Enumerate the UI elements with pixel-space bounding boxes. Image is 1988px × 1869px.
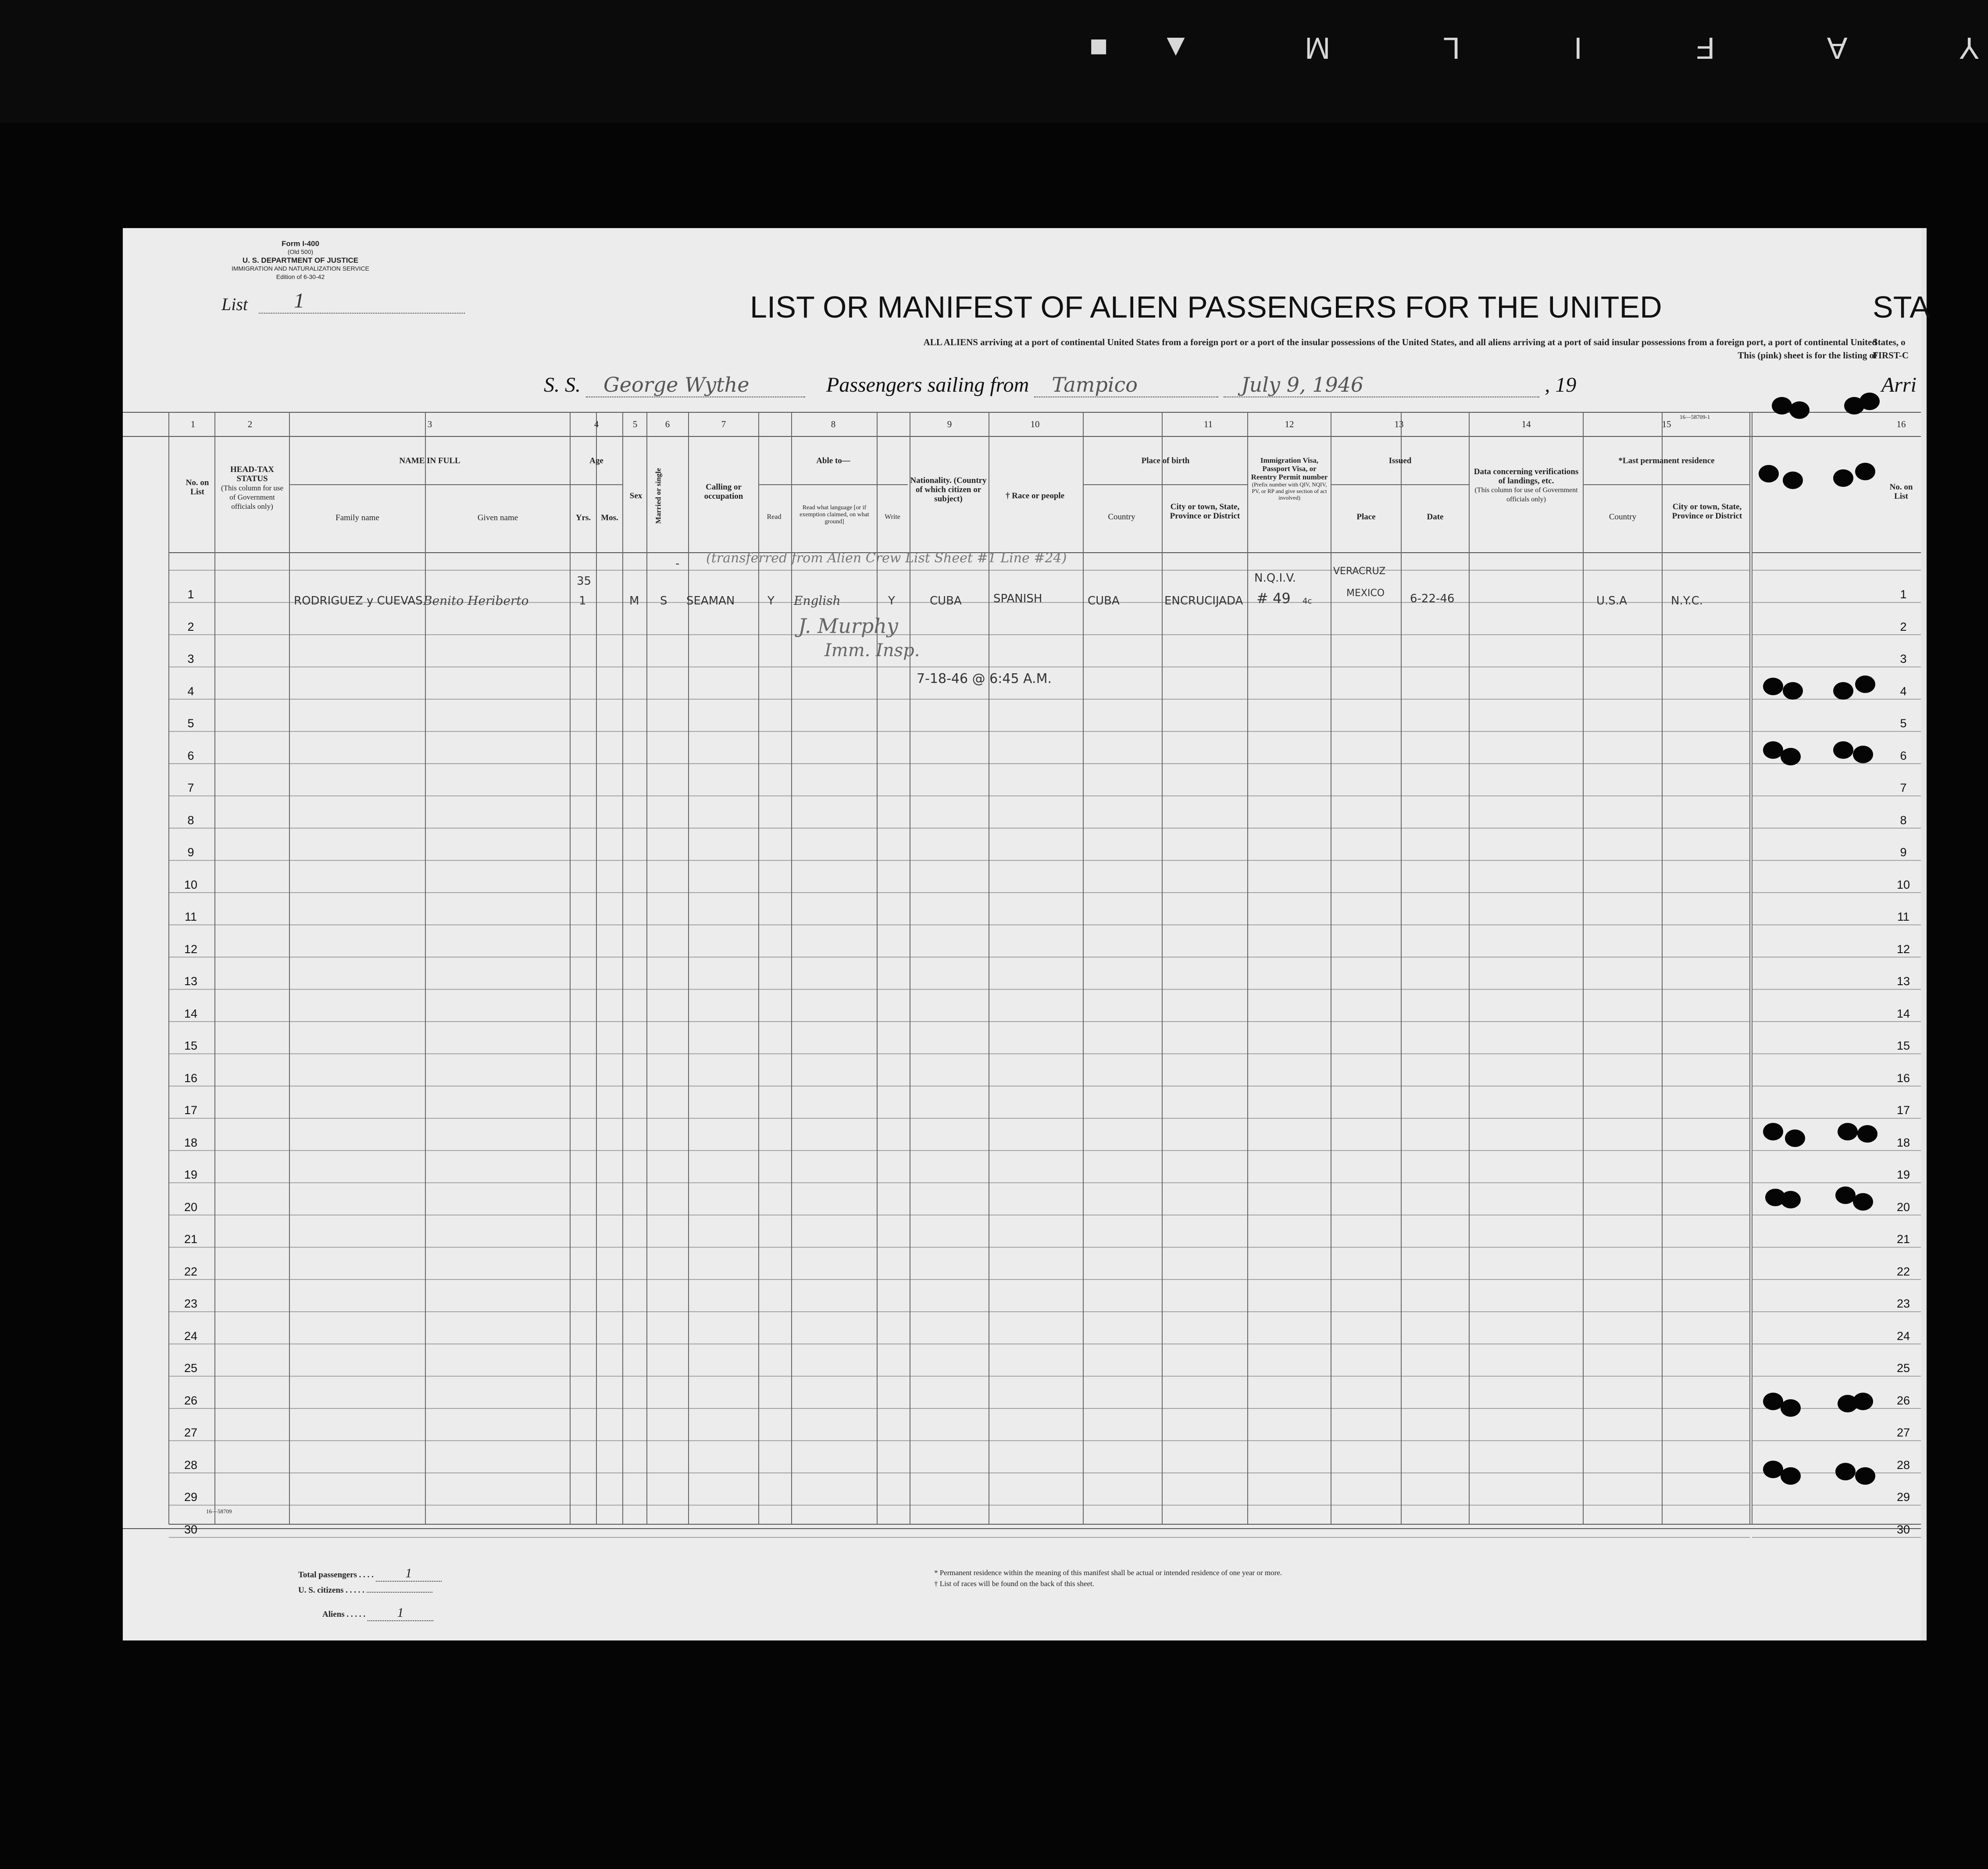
row-number-right: 16	[1896, 1071, 1910, 1085]
column-number: 8	[831, 419, 836, 429]
row-number-right: 7	[1900, 781, 1907, 794]
edition: Edition of 6-30-42	[276, 273, 325, 280]
row-number-right: 20	[1896, 1200, 1910, 1214]
column-number: 14	[1521, 419, 1531, 429]
punch-hole	[1855, 463, 1875, 480]
row-number-right: 27	[1896, 1426, 1910, 1439]
row-number-right: 1	[1900, 588, 1907, 601]
row-number: 16	[184, 1071, 198, 1085]
row-number: 9	[187, 846, 194, 859]
entry-visa-number: # 49	[1256, 590, 1291, 607]
row-number: 1	[187, 588, 194, 601]
row-number: 8	[187, 813, 194, 827]
header-given-name: Given name	[477, 513, 518, 522]
header-birth-city: City or town, State, Province or District	[1170, 502, 1240, 521]
row-number: 5	[187, 717, 194, 730]
header-sex: Sex	[629, 491, 642, 500]
row-number-right: 14	[1896, 1007, 1910, 1020]
row-number: 20	[184, 1200, 198, 1214]
punch-hole	[1789, 401, 1810, 419]
row-number: 15	[184, 1039, 198, 1052]
row-number-right: 22	[1896, 1265, 1910, 1278]
row-number: 18	[184, 1136, 198, 1149]
entry-issued-place-city: VERACRUZ	[1333, 566, 1386, 577]
row-number-right: 25	[1896, 1362, 1910, 1375]
adjacent-subtitle: States, o FIRST-C	[1873, 337, 1909, 361]
row-number-right: 2	[1900, 620, 1907, 633]
row-number-right: 10	[1896, 878, 1910, 891]
header-birth-country: Country	[1108, 512, 1135, 522]
header-head-tax: HEAD-TAX STATUS (This column for use of Government officials only)	[221, 465, 284, 511]
row-number-right: 6	[1900, 749, 1907, 762]
entry-sex: M	[629, 594, 639, 608]
punch-hole	[1857, 1125, 1877, 1143]
punch-hole	[1781, 1191, 1801, 1208]
row-number-right: 26	[1896, 1394, 1910, 1407]
entry-residence-country: U.S.A	[1596, 594, 1627, 608]
footnote-residence: * Permanent residence within the meaning of this manifest shall be actual or intended residence of one year or more.	[934, 1569, 1282, 1577]
punch-hole	[1855, 675, 1875, 693]
row-number: 3	[187, 652, 194, 665]
punch-hole	[1855, 1467, 1875, 1485]
entry-given-name: Benito Heriberto	[423, 593, 529, 608]
inspection-stamp-date: 7-18-46 @ 6:45 A.M.	[917, 671, 1052, 686]
row-number: 12	[184, 942, 198, 956]
entry-visa-type: N.Q.I.V.	[1254, 572, 1296, 585]
entry-issued-date: 6-22-46	[1410, 592, 1455, 605]
sailing-date: July 9, 1946	[1224, 373, 1539, 397]
manifest-grid	[123, 228, 1921, 1640]
adjacent-arriving: Arri	[1881, 373, 1917, 397]
punch-hole	[1833, 741, 1853, 759]
header-married: Married or single	[654, 468, 663, 524]
column-number: 9	[947, 419, 952, 429]
header-read-language: Read what language [or if exemption claimed, on what ground]	[799, 504, 869, 525]
entry-read-language: English	[794, 593, 841, 608]
punch-hole	[1838, 1123, 1858, 1140]
row-number: 26	[184, 1394, 198, 1407]
row-number-right: 12	[1896, 942, 1910, 956]
column-number: 12	[1285, 419, 1294, 429]
column-number: 7	[721, 419, 726, 429]
row-number-right: 5	[1900, 717, 1907, 730]
punch-hole	[1853, 746, 1873, 763]
row-number-right: 13	[1896, 975, 1910, 988]
footnote-races: † List of races will be found on the back of this sheet.	[934, 1580, 1094, 1588]
entry-nationality: CUBA	[930, 594, 962, 608]
row-number-right: 28	[1896, 1458, 1910, 1472]
header-residence-country: Country	[1609, 512, 1637, 522]
manifest-subtitle: ALL ALIENS arriving at a port of continental United States from a foreign port or a port of the insular possessions of the United States, and all aliens arriving at a port of said insular possessions from a foreign port, a port of continental United This (pink) sheet is for the listing of	[923, 337, 1877, 361]
row-number-right: 29	[1896, 1490, 1910, 1504]
row-number-right: 30	[1896, 1522, 1910, 1536]
row-number: 2	[187, 620, 194, 633]
aliens-value: 1	[368, 1605, 433, 1621]
punch-hole	[1772, 397, 1792, 415]
entry-issued-place-country: MEXICO	[1346, 588, 1385, 599]
header-last-residence: *Last permanent residence	[1618, 456, 1715, 465]
year-prefix: , 19	[1545, 373, 1577, 397]
manifest-title: LIST OR MANIFEST OF ALIEN PASSENGERS FOR THE UNITED	[750, 290, 1662, 324]
entry-yrs: 1	[579, 594, 586, 608]
header-family-name: Family name	[335, 513, 379, 522]
row-number: 24	[184, 1329, 198, 1343]
column-number: 3	[427, 419, 432, 429]
print-code-right: 16—58709-1	[1680, 414, 1710, 420]
row-number: 10	[184, 878, 198, 891]
entry-family-name: RODRIGUEZ y CUEVAS	[294, 594, 423, 608]
punch-hole	[1833, 469, 1853, 487]
row-number-right: 24	[1896, 1329, 1910, 1343]
old-form-number: (Old 500)	[287, 248, 314, 255]
row-number: 30	[184, 1522, 198, 1536]
row-number: 21	[184, 1233, 198, 1246]
film-strip	[0, 0, 1988, 123]
column-number: 10	[1030, 419, 1040, 429]
row-number-right: 17	[1896, 1104, 1910, 1117]
column-number: 16	[1896, 419, 1906, 429]
row-number: 27	[184, 1426, 198, 1439]
punch-hole	[1763, 1123, 1783, 1140]
header-read: Read	[767, 513, 782, 521]
entry-married: S	[660, 594, 667, 608]
header-issued-date: Date	[1427, 512, 1444, 522]
punch-hole	[1785, 1129, 1805, 1147]
row-number-right: 9	[1900, 846, 1907, 859]
header-calling: Calling or occupation	[704, 482, 743, 501]
aliens-count: Aliens . . . . . 1	[322, 1605, 433, 1621]
punch-hole	[1853, 1393, 1873, 1410]
manifest-sheet	[123, 228, 1930, 1640]
header-able-to: Able to—	[816, 456, 850, 465]
row-number: 29	[184, 1490, 198, 1504]
row-number: 17	[184, 1104, 198, 1117]
header-race: † Race or people	[1005, 491, 1065, 500]
header-age: Age	[589, 456, 603, 465]
ss-label: S. S.	[544, 373, 581, 397]
row-number-right: 23	[1896, 1297, 1910, 1310]
header-issued: Issued	[1388, 456, 1412, 465]
header-place-of-birth: Place of birth	[1141, 456, 1190, 465]
punch-hole	[1781, 1399, 1801, 1417]
inspector-signature: J. Murphy	[798, 614, 898, 638]
entry-visa-suffix: 4c	[1303, 597, 1312, 606]
punch-hole	[1781, 1467, 1801, 1485]
row-number: 11	[184, 910, 197, 923]
header-write: Write	[885, 513, 900, 521]
sailing-label: Passengers sailing from	[826, 373, 1029, 397]
department: U. S. DEPARTMENT OF JUSTICE	[242, 256, 359, 264]
header-yrs: Yrs.	[575, 513, 591, 522]
row-number-right: 21	[1896, 1233, 1910, 1246]
departure-port: Tampico	[1034, 373, 1218, 397]
list-label: List	[221, 294, 248, 314]
total-passengers-value: 1	[376, 1566, 442, 1582]
adjacent-title: STA	[1873, 290, 1930, 324]
inspector-title: Imm. Insp.	[824, 640, 920, 661]
row-number-right: 4	[1900, 684, 1907, 698]
dash-mark: -	[675, 557, 680, 570]
row-number-right: 3	[1900, 652, 1907, 665]
header-visa: Immigration Visa, Passport Visa, or Reentry Permit number (Prefix number with QIV, NQIV, PV, or RP and give section of act involved)	[1251, 456, 1328, 501]
punch-hole	[1853, 1193, 1873, 1211]
header-residence-city: City or town, State, Province or District	[1672, 502, 1742, 521]
punch-hole	[1833, 682, 1853, 700]
row-number: 19	[184, 1168, 198, 1181]
service: IMMIGRATION AND NATURALIZATION SERVICE	[232, 265, 369, 272]
column-number: 13	[1394, 419, 1404, 429]
entry-race: SPANISH	[993, 592, 1042, 605]
row-number-right: 15	[1896, 1039, 1910, 1052]
column-number: 11	[1203, 419, 1213, 429]
punch-hole	[1783, 682, 1803, 700]
print-code-left: 16—58709	[206, 1508, 232, 1515]
column-number: 4	[594, 419, 599, 429]
punch-hole	[1835, 1463, 1856, 1480]
header-no-on-list-right: No. on List	[1889, 482, 1913, 501]
punch-hole	[1759, 465, 1779, 482]
ship-name: George Wythe	[586, 373, 805, 397]
age-annotation: 35	[577, 575, 592, 588]
form-number: Form I-400	[282, 239, 319, 248]
column-number: 5	[632, 419, 638, 429]
row-number-right: 19	[1896, 1168, 1910, 1181]
column-number: 15	[1662, 419, 1671, 429]
entry-read: Y	[767, 594, 774, 608]
row-number: 6	[187, 749, 194, 762]
header-issued-place: Place	[1356, 512, 1376, 522]
row-number: 13	[184, 975, 198, 988]
us-citizens-value	[367, 1592, 432, 1593]
total-passengers: Total passengers . . . . 1	[298, 1566, 442, 1582]
entry-residence-city: N.Y.C.	[1671, 594, 1703, 608]
row-number: 25	[184, 1362, 198, 1375]
row-number-right: 18	[1896, 1136, 1910, 1149]
row-number: 23	[184, 1297, 198, 1310]
list-number: 1	[259, 289, 465, 314]
row-number-right: 8	[1900, 813, 1907, 827]
row-number: 14	[184, 1007, 198, 1020]
column-number: 1	[190, 419, 196, 429]
transfer-note: (transferred from Alien Crew List Sheet #1 Line #24)	[706, 550, 1067, 566]
film-edge-mark: Y A F I L M ▲■	[1036, 31, 1979, 65]
row-number: 4	[187, 684, 194, 698]
header-nationality: Nationality. (Country of which citizen or subject)	[910, 476, 987, 504]
punch-hole	[1860, 393, 1880, 410]
column-number: 2	[247, 419, 253, 429]
row-number-right: 11	[1897, 910, 1910, 923]
header-data-verification: Data concerning verifications of landings, etc. (This column for use of Government officials only)	[1474, 467, 1579, 503]
header-mos: Mos.	[601, 513, 618, 522]
entry-write: Y	[888, 594, 895, 608]
entry-birth-city: ENCRUCIJADA	[1164, 594, 1243, 608]
punch-hole	[1763, 678, 1783, 695]
header-name-in-full: NAME IN FULL	[399, 456, 460, 465]
row-number: 28	[184, 1458, 198, 1472]
header-no-on-list: No. on List	[186, 478, 209, 497]
entry-occupation: SEAMAN	[686, 594, 735, 608]
us-citizens: U. S. citizens . . . . .	[298, 1586, 432, 1595]
row-number: 7	[187, 781, 194, 794]
entry-birth-country: CUBA	[1088, 594, 1120, 608]
punch-hole	[1781, 748, 1801, 765]
column-number: 6	[665, 419, 670, 429]
punch-hole	[1783, 472, 1803, 489]
row-number: 22	[184, 1265, 198, 1278]
